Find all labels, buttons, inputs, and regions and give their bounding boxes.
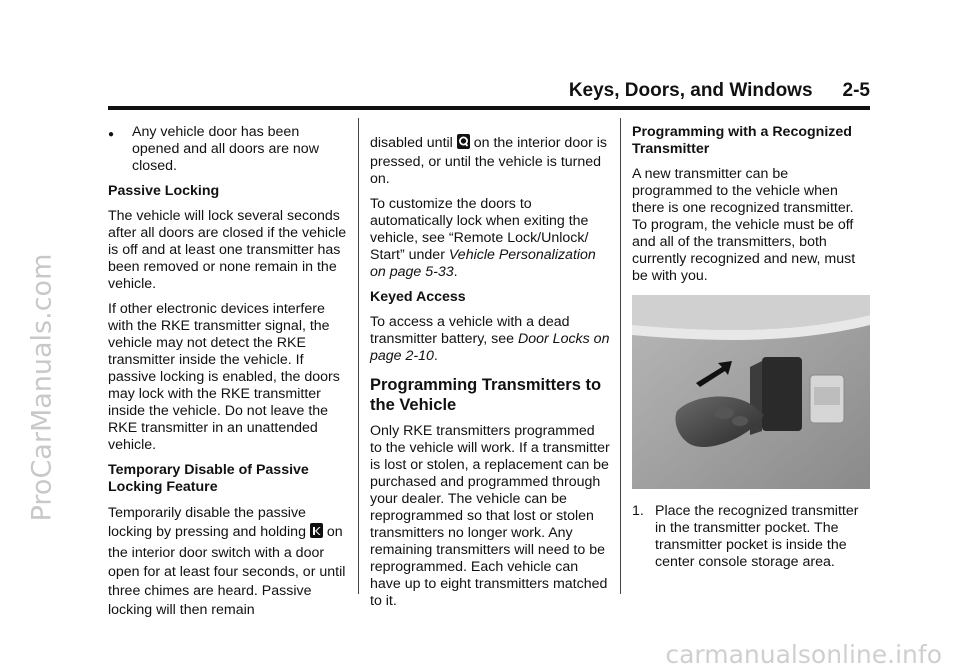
watermark-left: ProCarManuals.com [26, 253, 58, 522]
column-divider-1 [358, 118, 359, 594]
heading-temporary-disable: Temporary Disable of Passive Locking Feature [108, 462, 309, 495]
column-2 [370, 124, 610, 618]
paragraph: A new transmitter can be programmed to the vehicle when there is one recognized transmitter. To program, the vehicle must be off and all of the transmitters, both currently recognized and new, must be with you. [632, 166, 856, 284]
list-item: 1. Place the recognized transmitter in the transmitter pocket. The transmitter pocket is inside the center console storage area. [632, 503, 859, 570]
page-header [108, 80, 870, 102]
paragraph: To access a vehicle with a dead transmitter battery, see Door Locks on page 2-10. [370, 314, 610, 364]
heading-passive-locking: Passive Locking [108, 183, 220, 199]
bullet-icon: ● [108, 129, 115, 140]
page-number: 2-5 [842, 80, 870, 101]
transmitter-pocket-photo [632, 295, 870, 489]
header-rule [108, 106, 870, 110]
paragraph: The vehicle will lock several seconds after all doors are closed if the vehicle is off and at least one transmitter has been removed or none remain in the vehicle. [108, 208, 347, 292]
column-divider-2 [620, 118, 621, 594]
lock-icon [310, 523, 323, 544]
column-1 [108, 124, 348, 628]
paragraph: If other electronic devices interfere with the RKE transmitter signal, the vehicle may not detect the RKE transmitter inside the vehicle. If passive locking is enabled, the doors may lock with the RKE transmitter inside the vehicle. Do not leave the RKE transmitter in an unattended vehicle. [108, 301, 340, 453]
paragraph: Temporarily disable the passive locking by pressing and holding on the interior door switch with a door open for at least four seconds, or until three chimes are heard. Passive locking will then remain [108, 505, 346, 618]
paragraph: disabled until on the interior door is pressed, or until the vehicle is turned on. [370, 135, 608, 187]
link-door-locks[interactable]: Door Locks on page 2-10 [370, 331, 610, 364]
link-vehicle-personalization[interactable]: Vehicle Personalization on page 5-33 [370, 247, 596, 280]
paragraph: To customize the doors to automatically lock when exiting the vehicle, see “Remote Lock/Unlock/ Start” under Vehicle Personalization on page 5-33. [370, 196, 596, 280]
unlock-icon [457, 134, 470, 154]
list-item: ● Any vehicle door has been opened and all doors are now closed. [108, 124, 319, 174]
heading-programming-transmitters: Programming Transmitters to the Vehicle [370, 376, 602, 414]
column-3 [632, 124, 872, 571]
heading-keyed-access: Keyed Access [370, 289, 466, 305]
watermark-bottom: carmanualsonline.info [665, 640, 942, 669]
section-title: Keys, Doors, and Windows [568, 80, 813, 101]
heading-recognized-transmitter: Programming with a Recognized Transmitter [632, 124, 852, 157]
paragraph: Only RKE transmitters programmed to the vehicle will work. If a transmitter is lost or stolen, a replacement can be purchased and programmed through your dealer. The vehicle can be reprogrammed so that lost or stolen transmitters no longer work. Any remaining transmitters will need to be reprogrammed. Each vehicle can have up to eight transmitters matched to it. [370, 423, 610, 609]
